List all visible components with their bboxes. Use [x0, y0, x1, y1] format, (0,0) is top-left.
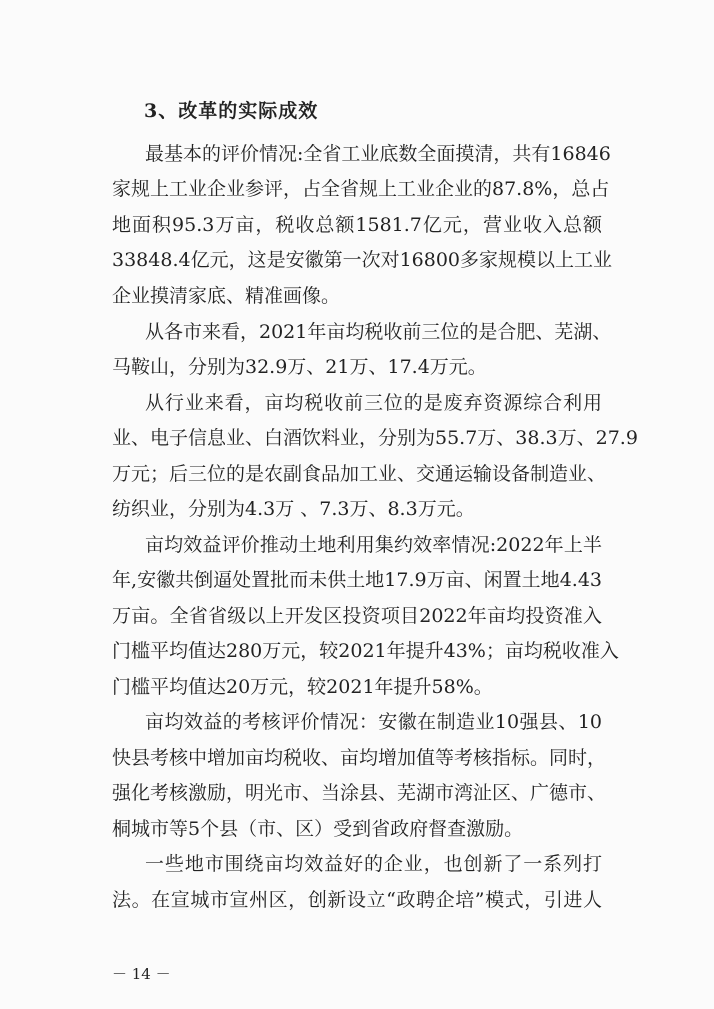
section-heading: 3、改革的实际成效 [144, 100, 319, 122]
paragraph-line: 桐城市等5个县（市、区）受到省政府督查激励。 [112, 818, 524, 840]
paragraph-line: 强化考核激励，明光市、当涂县、芜湖市湾沚区、广德市、 [112, 782, 607, 804]
paragraph-line: 万亩。全省省级以上开发区投资项目2022年亩均投资准入 [112, 605, 602, 627]
paragraph-line: 从行业来看，亩均税收前三位的是废弃资源综合利用 [145, 392, 602, 414]
paragraph-line: 业、电子信息业、白酒饮料业，分别为55.7万、38.3万、27.9 [112, 427, 638, 449]
paragraph-line: 纺织业，分别为4.3万 、7.3万、8.3万元。 [112, 498, 475, 520]
paragraph-line: 法。在宣城市宣州区，创新设立“政聘企培”模式，引进人 [112, 889, 602, 911]
paragraph-line: 马鞍山，分别为32.9万、21万、17.4万元。 [112, 356, 487, 378]
paragraph-line: 年,安徽共倒逼处置批而未供土地17.9万亩、闲置土地4.43 [112, 569, 602, 591]
paragraph-line: 家规上工业企业参评，占全省规上工业企业的87.8%，总占 [112, 178, 610, 200]
paragraph-line: 万元；后三位的是农副食品加工业、交通运输设备制造业、 [112, 463, 607, 485]
paragraph-line: 一些地市围绕亩均效益好的企业，也创新了一系列打 [145, 853, 602, 875]
paragraph-line: 最基本的评价情况:全省工业底数全面摸清，共有16846 [145, 143, 611, 165]
paragraph-line: 地面积95.3万亩，税收总额1581.7亿元，营业收入总额 [112, 214, 602, 236]
paragraph-line: 亩均效益的考核评价情况：安徽在制造业10强县、10 [145, 711, 602, 733]
paragraph-line: 33848.4亿元，这是安徽第一次对16800多家规模以上工业 [112, 249, 613, 271]
paragraph-line: 门槛平均值达280万元，较2021年提升43%；亩均税收准入 [112, 640, 619, 662]
paragraph-line: 企业摸清家底、精准画像。 [112, 285, 341, 307]
page-number: － 14 － [112, 965, 171, 983]
paragraph-line: 快县考核中增加亩均税收、亩均增加值等考核指标。同时， [112, 747, 607, 769]
paragraph-line: 亩均效益评价推动土地利用集约效率情况:2022年上半 [145, 534, 602, 556]
paragraph-line: 从各市来看，2021年亩均税收前三位的是合肥、芜湖、 [145, 321, 612, 343]
paragraph-line: 门槛平均值达20万元，较2021年提升58%。 [112, 676, 493, 698]
